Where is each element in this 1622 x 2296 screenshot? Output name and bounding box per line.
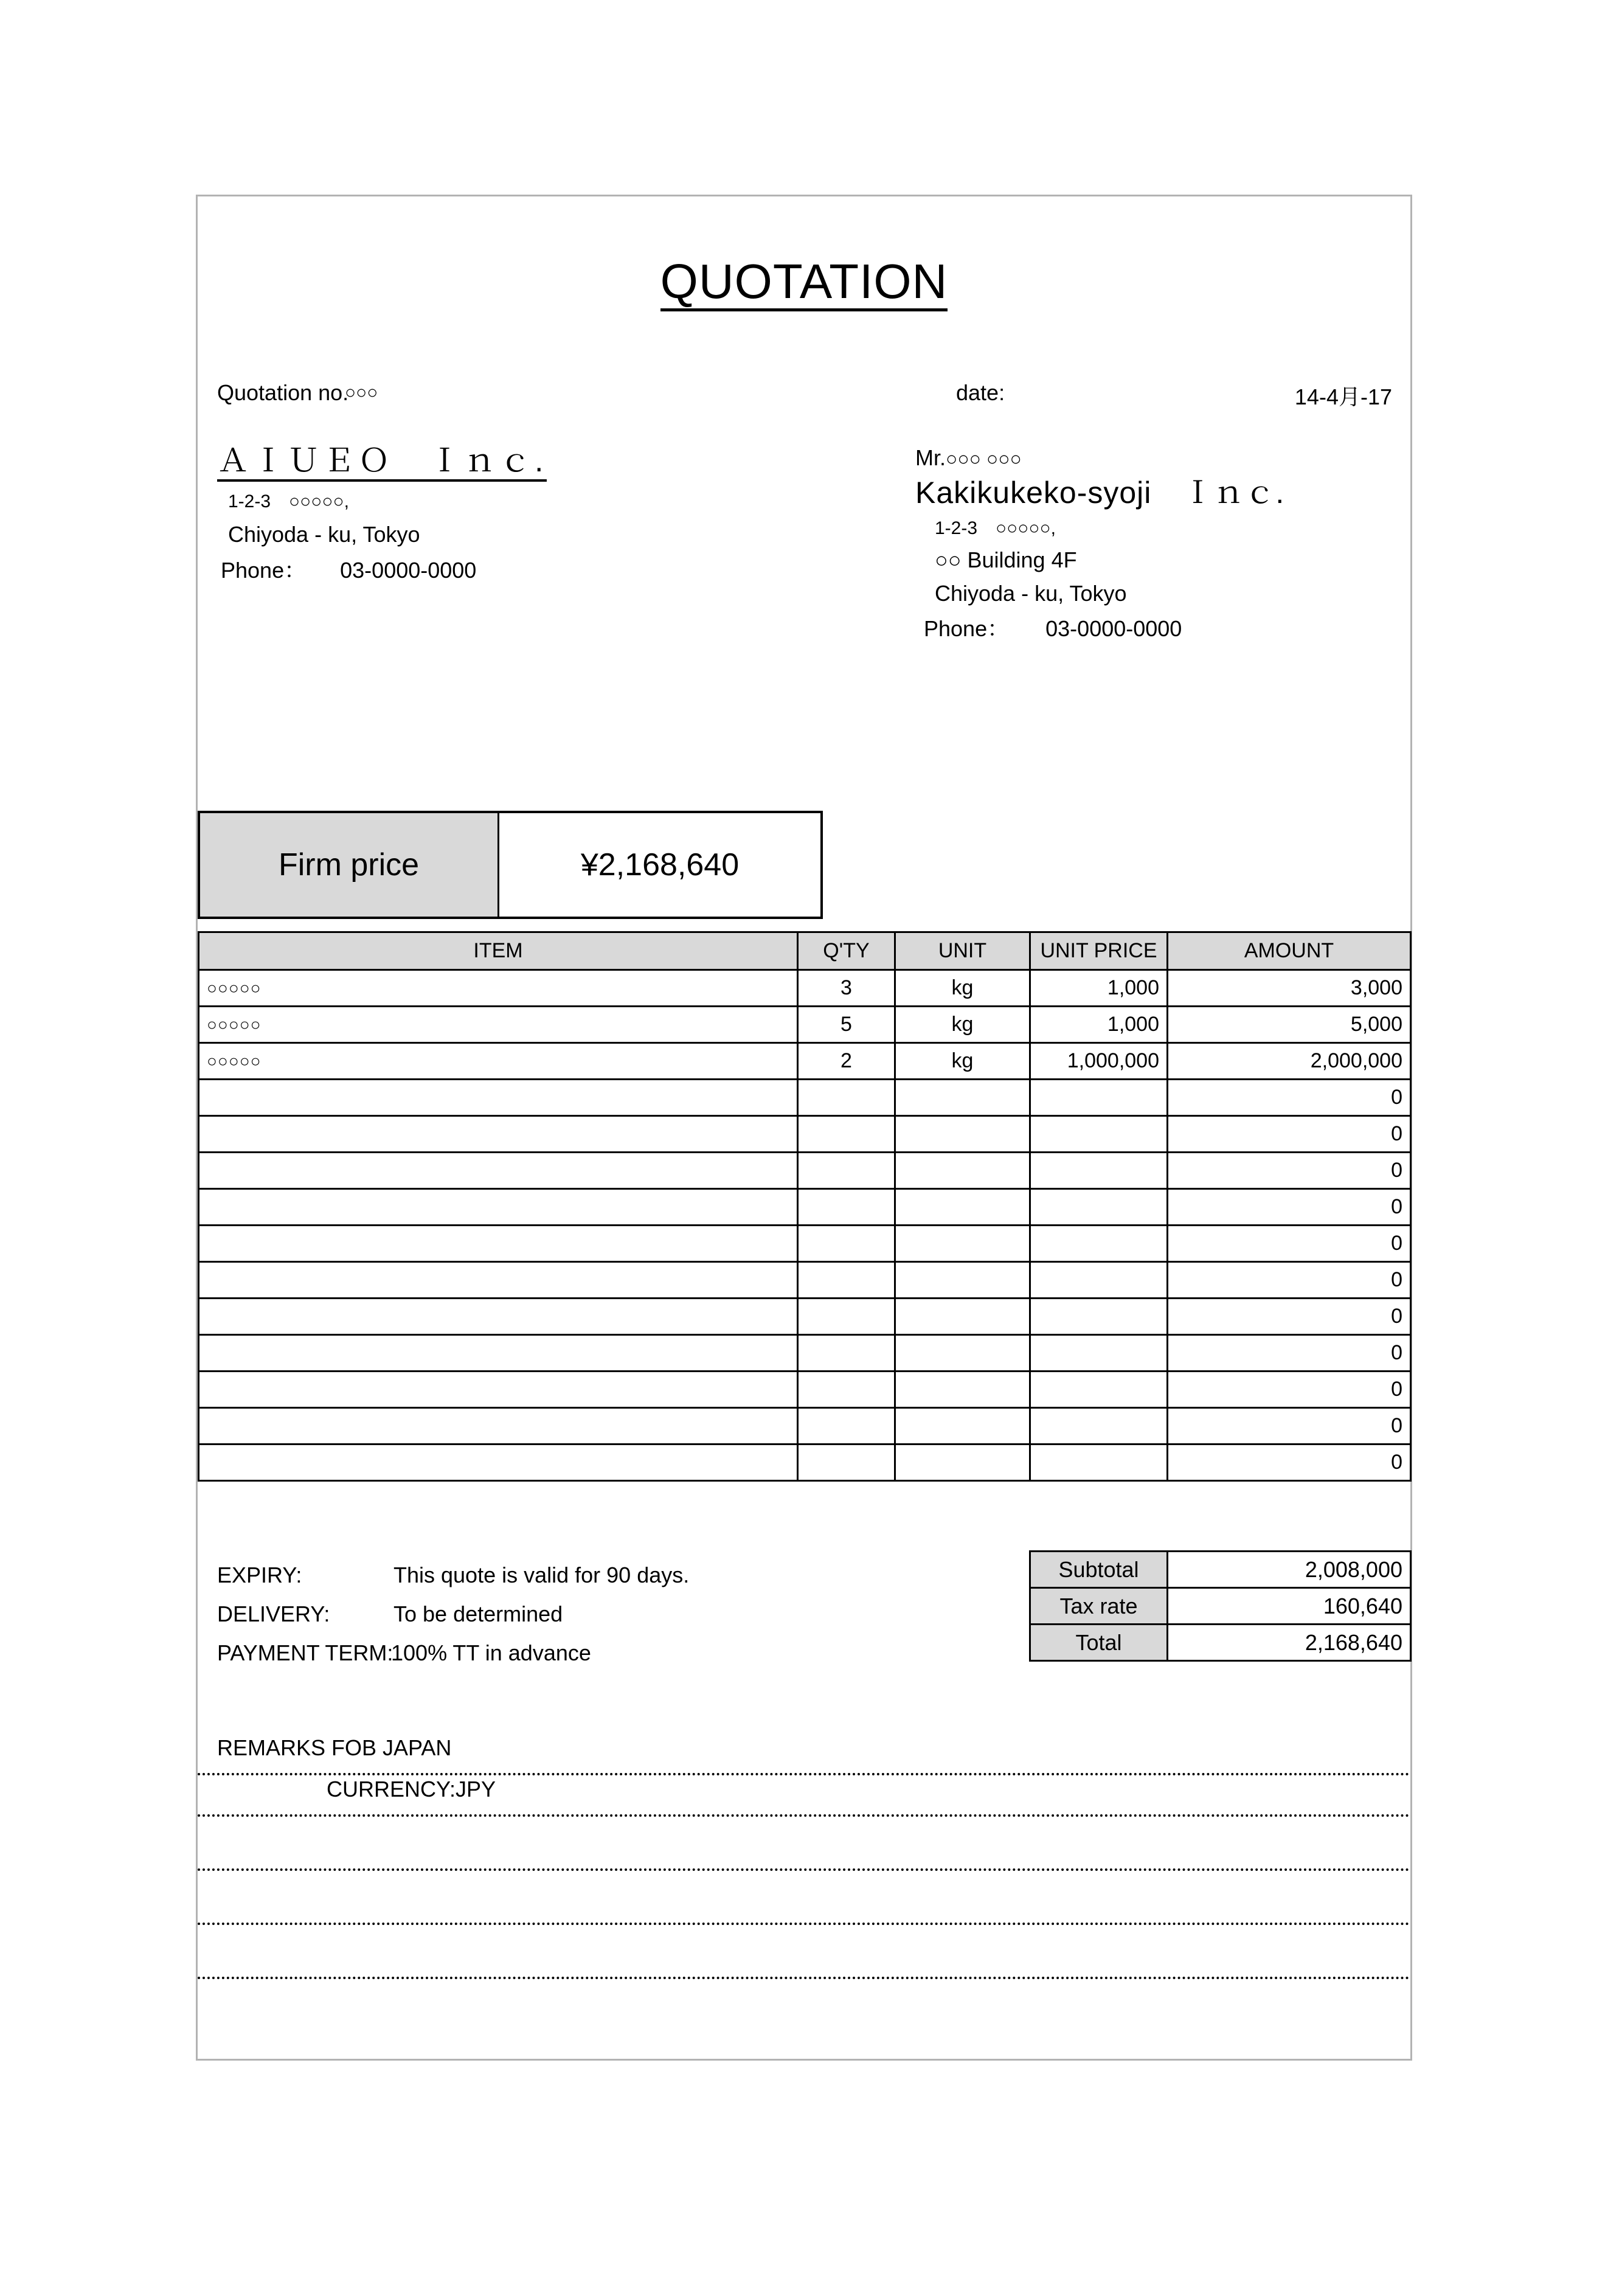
remarks-line-2 [198,1775,1410,1817]
cell-unit_price [1030,1080,1168,1116]
total-label: Total [1030,1625,1168,1661]
cell-unit_price [1030,1408,1168,1445]
cell-amount: 2,000,000 [1168,1043,1411,1080]
cell-qty [798,1153,895,1189]
table-row [199,1262,1411,1299]
cell-unit_price [1030,1335,1168,1372]
cell-qty [798,1299,895,1335]
remarks-block [198,1734,1410,1979]
cell-qty [798,1445,895,1481]
recipient-address-line-1: 1-2-3 ○○○○○, [935,518,1056,538]
table-row [199,1226,1411,1262]
column-header-item: ITEM [199,932,798,970]
totals-table [1029,1550,1412,1662]
firm-price-value: ¥2,168,640 [580,847,740,883]
recipient-phone [915,616,1402,641]
remarks-line-4 [198,1871,1410,1925]
sender-address-line-1: 1-2-3 ○○○○○, [228,491,349,512]
recipient-phone-value: 03-0000-0000 [1045,616,1182,641]
page-title: QUOTATION [660,257,948,311]
table-row [199,1299,1411,1335]
cell-item [199,1116,798,1153]
table-row [199,1372,1411,1408]
cell-amount: 3,000 [1168,970,1411,1007]
table-row-total [1030,1625,1411,1661]
sender-block [217,445,764,583]
remarks-line-5 [198,1925,1410,1979]
cell-amount: 0 [1168,1372,1411,1408]
cell-item [199,1189,798,1226]
date-value: 14-4月-17 [1294,384,1392,409]
cell-item [199,1080,798,1116]
cell-unit: kg [895,1007,1030,1043]
cell-qty: 3 [798,970,895,1007]
cell-unit_price [1030,1226,1168,1262]
cell-amount: 0 [1168,1080,1411,1116]
cell-amount: 0 [1168,1445,1411,1481]
cell-unit [895,1189,1030,1226]
table-row [199,1408,1411,1445]
recipient-company-name: Kakikukeko-syoji Ｉｎｃ. [915,475,1285,510]
expiry-value: This quote is valid for 90 days. [393,1562,690,1587]
cell-item [199,1335,798,1372]
cell-amount: 0 [1168,1226,1411,1262]
firm-price-label: Firm price [200,813,499,917]
quotation-no-label: Quotation no. [217,380,349,405]
cell-qty [798,1335,895,1372]
quotation-no-value: ○○○ [345,383,378,403]
column-header-unit: UNIT [895,932,1030,970]
cell-unit_price [1030,1299,1168,1335]
cell-qty [798,1080,895,1116]
expiry-label: EXPIRY: [217,1562,302,1587]
subtotal-value: 2,008,000 [1168,1552,1411,1588]
date-label: date: [956,380,1005,405]
title-container [198,254,1410,311]
cell-amount: 0 [1168,1335,1411,1372]
meta-row [217,380,1391,408]
column-header-unit-price: UNIT PRICE [1030,932,1168,970]
cell-qty: 2 [798,1043,895,1080]
tax-rate-label: Tax rate [1030,1588,1168,1625]
cell-amount: 0 [1168,1116,1411,1153]
cell-unit [895,1372,1030,1408]
cell-amount: 0 [1168,1408,1411,1445]
column-header-amount: AMOUNT [1168,932,1411,970]
recipient-address-line-3: Chiyoda - ku, Tokyo [935,581,1127,606]
cell-unit_price [1030,1445,1168,1481]
cell-unit_price: 1,000 [1030,970,1168,1007]
delivery-label: DELIVERY: [217,1601,330,1626]
cell-unit [895,1445,1030,1481]
recipient-phone-label: Phone： [924,616,1010,641]
delivery-value: To be determined [393,1601,563,1626]
cell-amount: 5,000 [1168,1007,1411,1043]
cell-unit: kg [895,970,1030,1007]
cell-item [199,1408,798,1445]
column-header-qty: Q'TY [798,932,895,970]
table-row [199,1080,1411,1116]
cell-qty [798,1189,895,1226]
cell-qty [798,1226,895,1262]
cell-item [199,1153,798,1189]
table-row [199,1189,1411,1226]
cell-unit_price [1030,1116,1168,1153]
cell-qty [798,1116,895,1153]
cell-unit [895,1080,1030,1116]
table-row [199,1335,1411,1372]
recipient-mr-label: Mr. [915,445,946,470]
terms-block [217,1562,886,1679]
term-row-delivery [217,1601,886,1640]
recipient-mr-name: ○○○ ○○○ [946,448,1022,470]
table-row [199,1153,1411,1189]
table-row-subtotal [1030,1552,1411,1588]
sender-phone-value: 03-0000-0000 [340,558,477,583]
cell-unit: kg [895,1043,1030,1080]
payment-term-label: PAYMENT TERM: [217,1640,393,1665]
cell-unit [895,1153,1030,1189]
recipient-address-line-2: ○○ Building 4F [935,547,1077,573]
cell-qty [798,1372,895,1408]
table-row [199,1445,1411,1481]
recipient-block [915,446,1402,641]
table-row [199,1043,1411,1080]
table-row-tax [1030,1588,1411,1625]
table-row [199,970,1411,1007]
tax-rate-value: 160,640 [1168,1588,1411,1625]
cell-unit_price [1030,1262,1168,1299]
cell-unit [895,1299,1030,1335]
remarks-text-1: REMARKS FOB JAPAN [217,1735,452,1760]
cell-unit_price [1030,1153,1168,1189]
cell-item [199,1372,798,1408]
cell-item: ○○○○○ [199,1043,798,1080]
table-row [199,1007,1411,1043]
cell-unit_price [1030,1189,1168,1226]
subtotal-label: Subtotal [1030,1552,1168,1588]
sender-company-name: ＡＩＵＥＯ Ｉｎｃ. [217,445,547,482]
cell-unit [895,1262,1030,1299]
cell-unit [895,1408,1030,1445]
cell-unit_price: 1,000,000 [1030,1043,1168,1080]
cell-item [199,1226,798,1262]
cell-qty [798,1262,895,1299]
table-row [199,1116,1411,1153]
total-value: 2,168,640 [1168,1625,1411,1661]
sender-address-line-2: Chiyoda - ku, Tokyo [228,522,420,547]
term-row-expiry [217,1562,886,1601]
cell-unit [895,1335,1030,1372]
cell-qty [798,1408,895,1445]
table-header-row [199,932,1411,970]
cell-item [199,1299,798,1335]
cell-amount: 0 [1168,1153,1411,1189]
payment-term-value: 100% TT in advance [391,1640,591,1665]
cell-unit [895,1226,1030,1262]
cell-unit [895,1116,1030,1153]
cell-item: ○○○○○ [199,1007,798,1043]
cell-item: ○○○○○ [199,970,798,1007]
cell-unit_price [1030,1372,1168,1408]
sender-phone-label: Phone： [221,558,307,583]
remarks-text-2: CURRENCY:JPY [327,1777,496,1802]
cell-item [199,1262,798,1299]
cell-amount: 0 [1168,1189,1411,1226]
cell-qty: 5 [798,1007,895,1043]
recipient-person [915,446,1402,470]
cell-unit_price: 1,000 [1030,1007,1168,1043]
sender-phone [217,558,764,583]
remarks-line-3 [198,1817,1410,1871]
items-table [198,931,1412,1482]
term-row-payment [217,1640,886,1679]
quotation-page [196,195,1412,2061]
remarks-line-1 [198,1734,1410,1775]
cell-amount: 0 [1168,1299,1411,1335]
cell-item [199,1445,798,1481]
firm-price-box [198,811,823,919]
cell-amount: 0 [1168,1262,1411,1299]
